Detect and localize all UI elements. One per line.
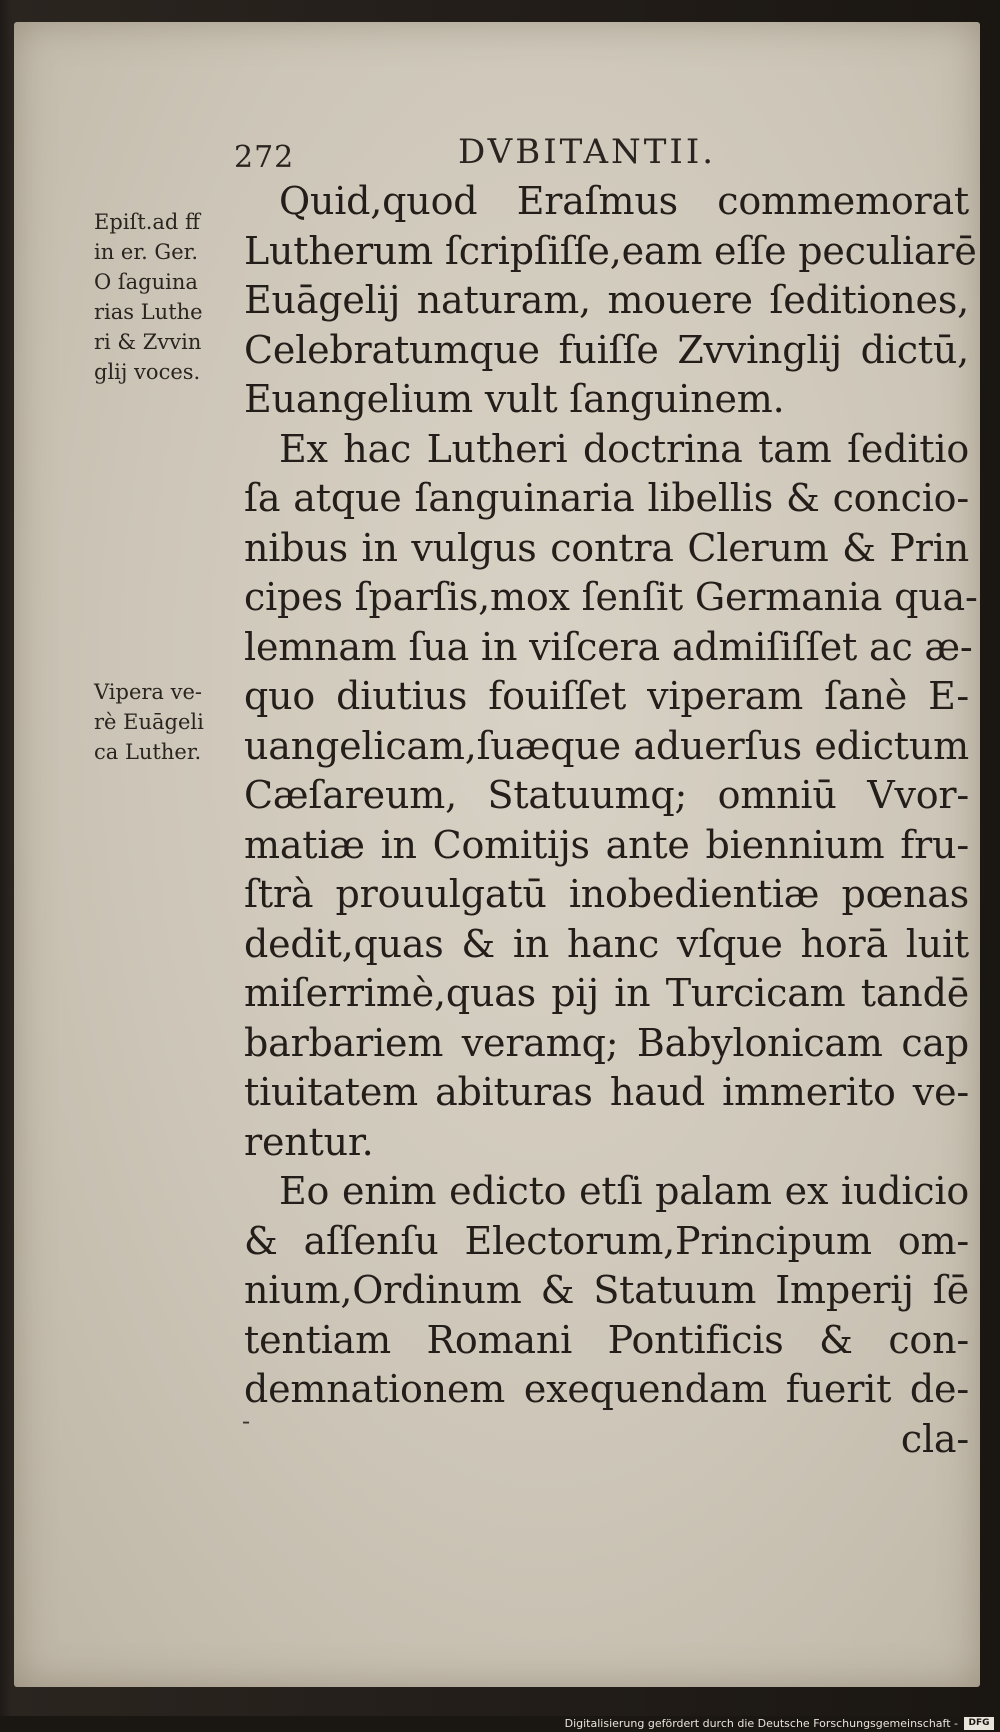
page-number: 272 (234, 140, 295, 175)
marginal-note-vipera (94, 677, 254, 767)
text-line: Eo enim edicto etſi palam ex iudicio (279, 1169, 969, 1213)
text-line: Celebratumque fuiſſe Zvvinglij dictū, (244, 327, 969, 372)
marginal-line: in er. Ger. (94, 240, 199, 264)
text-line: quo diutius fouiſſet viperam ſanè E- (244, 674, 969, 718)
text-line: uangelicam,ſuæque aduerſus edictum (244, 723, 969, 768)
marginal-line: Vipera ve- (94, 680, 203, 704)
marginal-line: glij voces. (94, 360, 201, 384)
marginal-line: ri & Zvvin (94, 330, 202, 354)
text-line: miſerrimè,quas pij in Turcicam tandē (244, 971, 969, 1015)
running-head: DVBITANTII. (458, 132, 717, 172)
page-header (14, 122, 980, 174)
text-line: rentur. (244, 1119, 374, 1164)
side-mark: - (242, 1407, 251, 1435)
marginal-line: rias Luthe (94, 300, 203, 324)
marginal-line: Epiſt.ad ff (94, 210, 200, 234)
text-line: Quid,quod Eraſmus commemorat (279, 179, 969, 223)
text-line: cipes ſparſis,mox ſenſit Germania qua- (244, 575, 978, 619)
text-line: ſa atque ſanguinaria libellis & concio- (244, 476, 969, 520)
funding-note: Digitalisierung gefördert durch die Deutsche Forschungsgemeinschaft - (564, 1717, 958, 1730)
text-line: matiæ in Comitijs ante biennium fru- (244, 822, 969, 867)
text-line: Cæſareum, Statuumq; omniū Vvor- (244, 773, 969, 817)
text-line: nium,Ordinum & Statuum Imperij ſē (244, 1268, 969, 1312)
marginal-line: rè Euāgeli (94, 710, 204, 734)
text-line: tiuitatem abituras haud immerito ve- (244, 1070, 969, 1114)
text-line: Ex hac Lutheri doctrina tam ſeditio (279, 426, 969, 471)
text-line: nibus in vulgus contra Clerum & Prin (244, 525, 969, 570)
body-text (244, 177, 978, 1464)
text-line: demnationem exequendam fuerit de- (244, 1367, 969, 1411)
catchword: cla- (900, 1416, 969, 1461)
dfg-logo: DFG (964, 1717, 994, 1730)
text-line: tentiam Romani Pontificis & con- (244, 1317, 969, 1362)
text-line: Euāgelij naturam, mouere ſeditiones, (244, 278, 969, 322)
marginal-line: ca Luther. (94, 740, 202, 764)
text-line: Lutherum ſcripſiſſe,eam eſſe peculiarē (244, 228, 977, 273)
text-line: & aſſenſu Electorum,Principum om- (244, 1218, 969, 1263)
footer-bar (0, 1716, 1000, 1732)
marginal-note-erasmus (94, 207, 254, 387)
text-line: Euangelium vult ſanguinem. (244, 377, 785, 421)
book-page (14, 22, 980, 1687)
text-line: dedit,quas & in hanc vſque horā luit (244, 921, 969, 966)
marginal-line: O ſaguina (94, 270, 198, 294)
text-line: barbariem veramq; Babylonicam cap (244, 1020, 969, 1065)
text-line: ſtrà prouulgatū inobedientiæ pœnas (244, 872, 969, 916)
text-line: lemnam ſua in viſcera admiſiſſet ac æ- (244, 624, 973, 669)
